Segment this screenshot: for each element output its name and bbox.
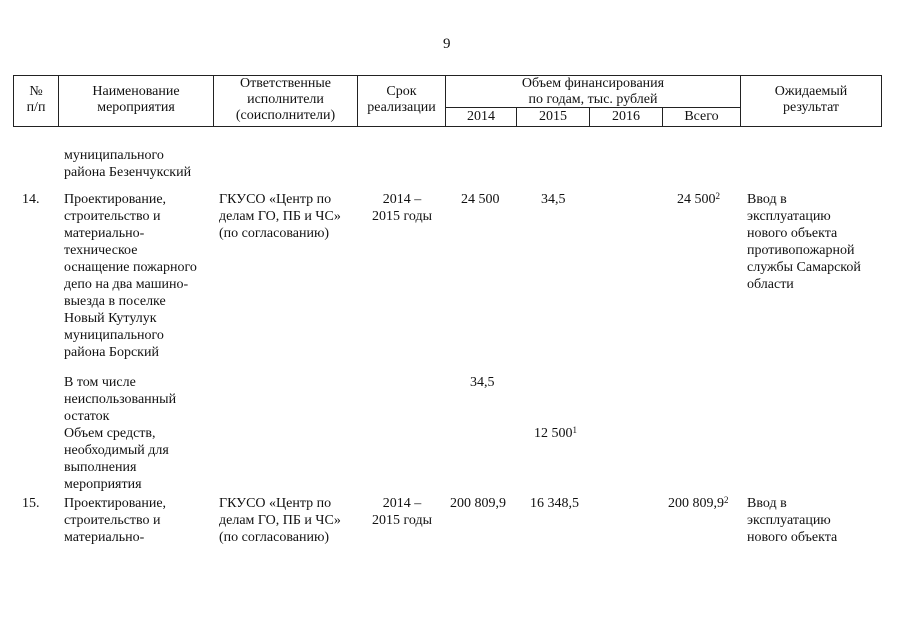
- row-name: [64, 495, 166, 546]
- row-value-2015: 34,5: [541, 192, 566, 207]
- sub-row-label-line: В том числе: [64, 375, 136, 390]
- row-value-2014: 200 809,9: [450, 496, 506, 511]
- footnote-marker: 2: [724, 495, 729, 505]
- header-term: [358, 84, 445, 116]
- header-financing: [446, 76, 740, 108]
- row-term-line: 2014 –: [382, 192, 422, 207]
- row-term-line: 2015 годы: [371, 209, 433, 224]
- row-result-line: нового объекта: [747, 226, 838, 241]
- row-value-2015: 16 348,5: [530, 496, 579, 511]
- sub-row-label: [64, 425, 169, 493]
- header-term-line: реализации: [367, 100, 436, 115]
- row-total-value: 200 809,9: [668, 496, 724, 511]
- row-name-line: Новый Кутулук: [64, 311, 157, 326]
- row-term: [360, 495, 444, 529]
- row-total-value: 24 500: [677, 192, 716, 207]
- page-number: 9: [443, 36, 451, 52]
- header-number-line: п/п: [26, 100, 46, 115]
- header-year-2014: 2014: [467, 109, 495, 124]
- row-responsible-line: ГКУСО «Центр по: [219, 192, 332, 207]
- header-financing-line: Объем финансирования: [521, 76, 665, 91]
- header-number-line: №: [29, 84, 43, 99]
- row-result-line: нового объекта: [747, 530, 838, 545]
- row-result-line: области: [747, 277, 794, 292]
- header-total: Всего: [684, 109, 719, 124]
- row-term-line: 2015 годы: [371, 513, 433, 528]
- header-year-2015: 2015: [539, 109, 567, 124]
- row-number: 15.: [22, 496, 40, 511]
- row-name-line: Проектирование,: [64, 192, 167, 207]
- row-name-line: строительство и: [64, 209, 161, 224]
- row-name-line: муниципального: [64, 328, 164, 343]
- header-result-line: Ожидаемый: [774, 84, 848, 99]
- header-responsible: [214, 76, 357, 124]
- header-number: [14, 84, 58, 116]
- header-financing-line: по годам, тыс. рублей: [528, 92, 658, 107]
- sub-row-label-line: неиспользованный: [64, 392, 177, 407]
- row-value-total: [668, 495, 729, 512]
- header-result: [741, 84, 881, 116]
- row-value-2014: 24 500: [461, 192, 500, 207]
- sub-row-label-line: Объем средств,: [64, 426, 156, 441]
- header-responsible-line: (соисполнители): [235, 108, 336, 123]
- row-result-line: противопожарной: [747, 243, 855, 258]
- continued-name: [64, 147, 191, 181]
- continued-name-line: района Безенчукский: [64, 165, 192, 180]
- header-name-line: Наименование: [92, 84, 180, 99]
- footnote-marker: 1: [572, 425, 577, 435]
- row-term-line: 2014 –: [382, 496, 422, 511]
- row-responsible: [219, 191, 341, 242]
- row-responsible-line: (по согласованию): [219, 530, 330, 545]
- row-responsible-line: (по согласованию): [219, 226, 330, 241]
- row-result-line: эксплуатацию: [747, 209, 831, 224]
- header-result-line: результат: [782, 100, 840, 115]
- row-name-line: района Борский: [64, 345, 159, 360]
- sub-row-label-line: необходимый для: [64, 443, 169, 458]
- row-result-line: Ввод в: [747, 192, 787, 207]
- header-year-2016: 2016: [612, 109, 640, 124]
- row-number: 14.: [22, 192, 40, 207]
- sub-row-label: [64, 374, 176, 425]
- header-name: [59, 84, 213, 116]
- row-result-line: эксплуатацию: [747, 513, 831, 528]
- header-responsible-line: исполнители: [247, 92, 324, 107]
- sub-row-value-2014: 34,5: [470, 375, 495, 390]
- row-result-line: службы Самарской: [747, 260, 861, 275]
- sub-row-value: 12 500: [534, 426, 573, 441]
- header-bottom-border: [13, 126, 882, 127]
- row-name-line: депо на два машино-: [64, 277, 189, 292]
- row-result-line: Ввод в: [747, 496, 787, 511]
- row-value-total: [677, 191, 720, 208]
- row-name-line: выезда в поселке: [64, 294, 166, 309]
- sub-row-value-2015: [534, 425, 577, 442]
- footnote-marker: 2: [715, 191, 720, 201]
- sub-row-label-line: мероприятия: [64, 477, 142, 492]
- row-result: [747, 191, 861, 293]
- row-name-line: материально-: [64, 530, 145, 545]
- row-result: [747, 495, 837, 546]
- continued-name-line: муниципального: [64, 148, 164, 163]
- row-responsible-line: ГКУСО «Центр по: [219, 496, 332, 511]
- row-term: [360, 191, 444, 225]
- row-name-line: техническое: [64, 243, 138, 258]
- row-responsible-line: делам ГО, ПБ и ЧС»: [219, 209, 341, 224]
- row-responsible-line: делам ГО, ПБ и ЧС»: [219, 513, 341, 528]
- header-name-line: мероприятия: [97, 100, 175, 115]
- row-name-line: оснащение пожарного: [64, 260, 197, 275]
- sub-row-label-line: остаток: [64, 409, 110, 424]
- header-responsible-line: Ответственные: [240, 76, 331, 91]
- row-name-line: Проектирование,: [64, 496, 167, 511]
- row-name-line: материально-: [64, 226, 145, 241]
- row-name-line: строительство и: [64, 513, 161, 528]
- row-name: [64, 191, 197, 361]
- header-term-line: Срок: [386, 84, 417, 99]
- sub-row-label-line: выполнения: [64, 460, 137, 475]
- header-col-line: [881, 75, 882, 127]
- row-responsible: [219, 495, 341, 546]
